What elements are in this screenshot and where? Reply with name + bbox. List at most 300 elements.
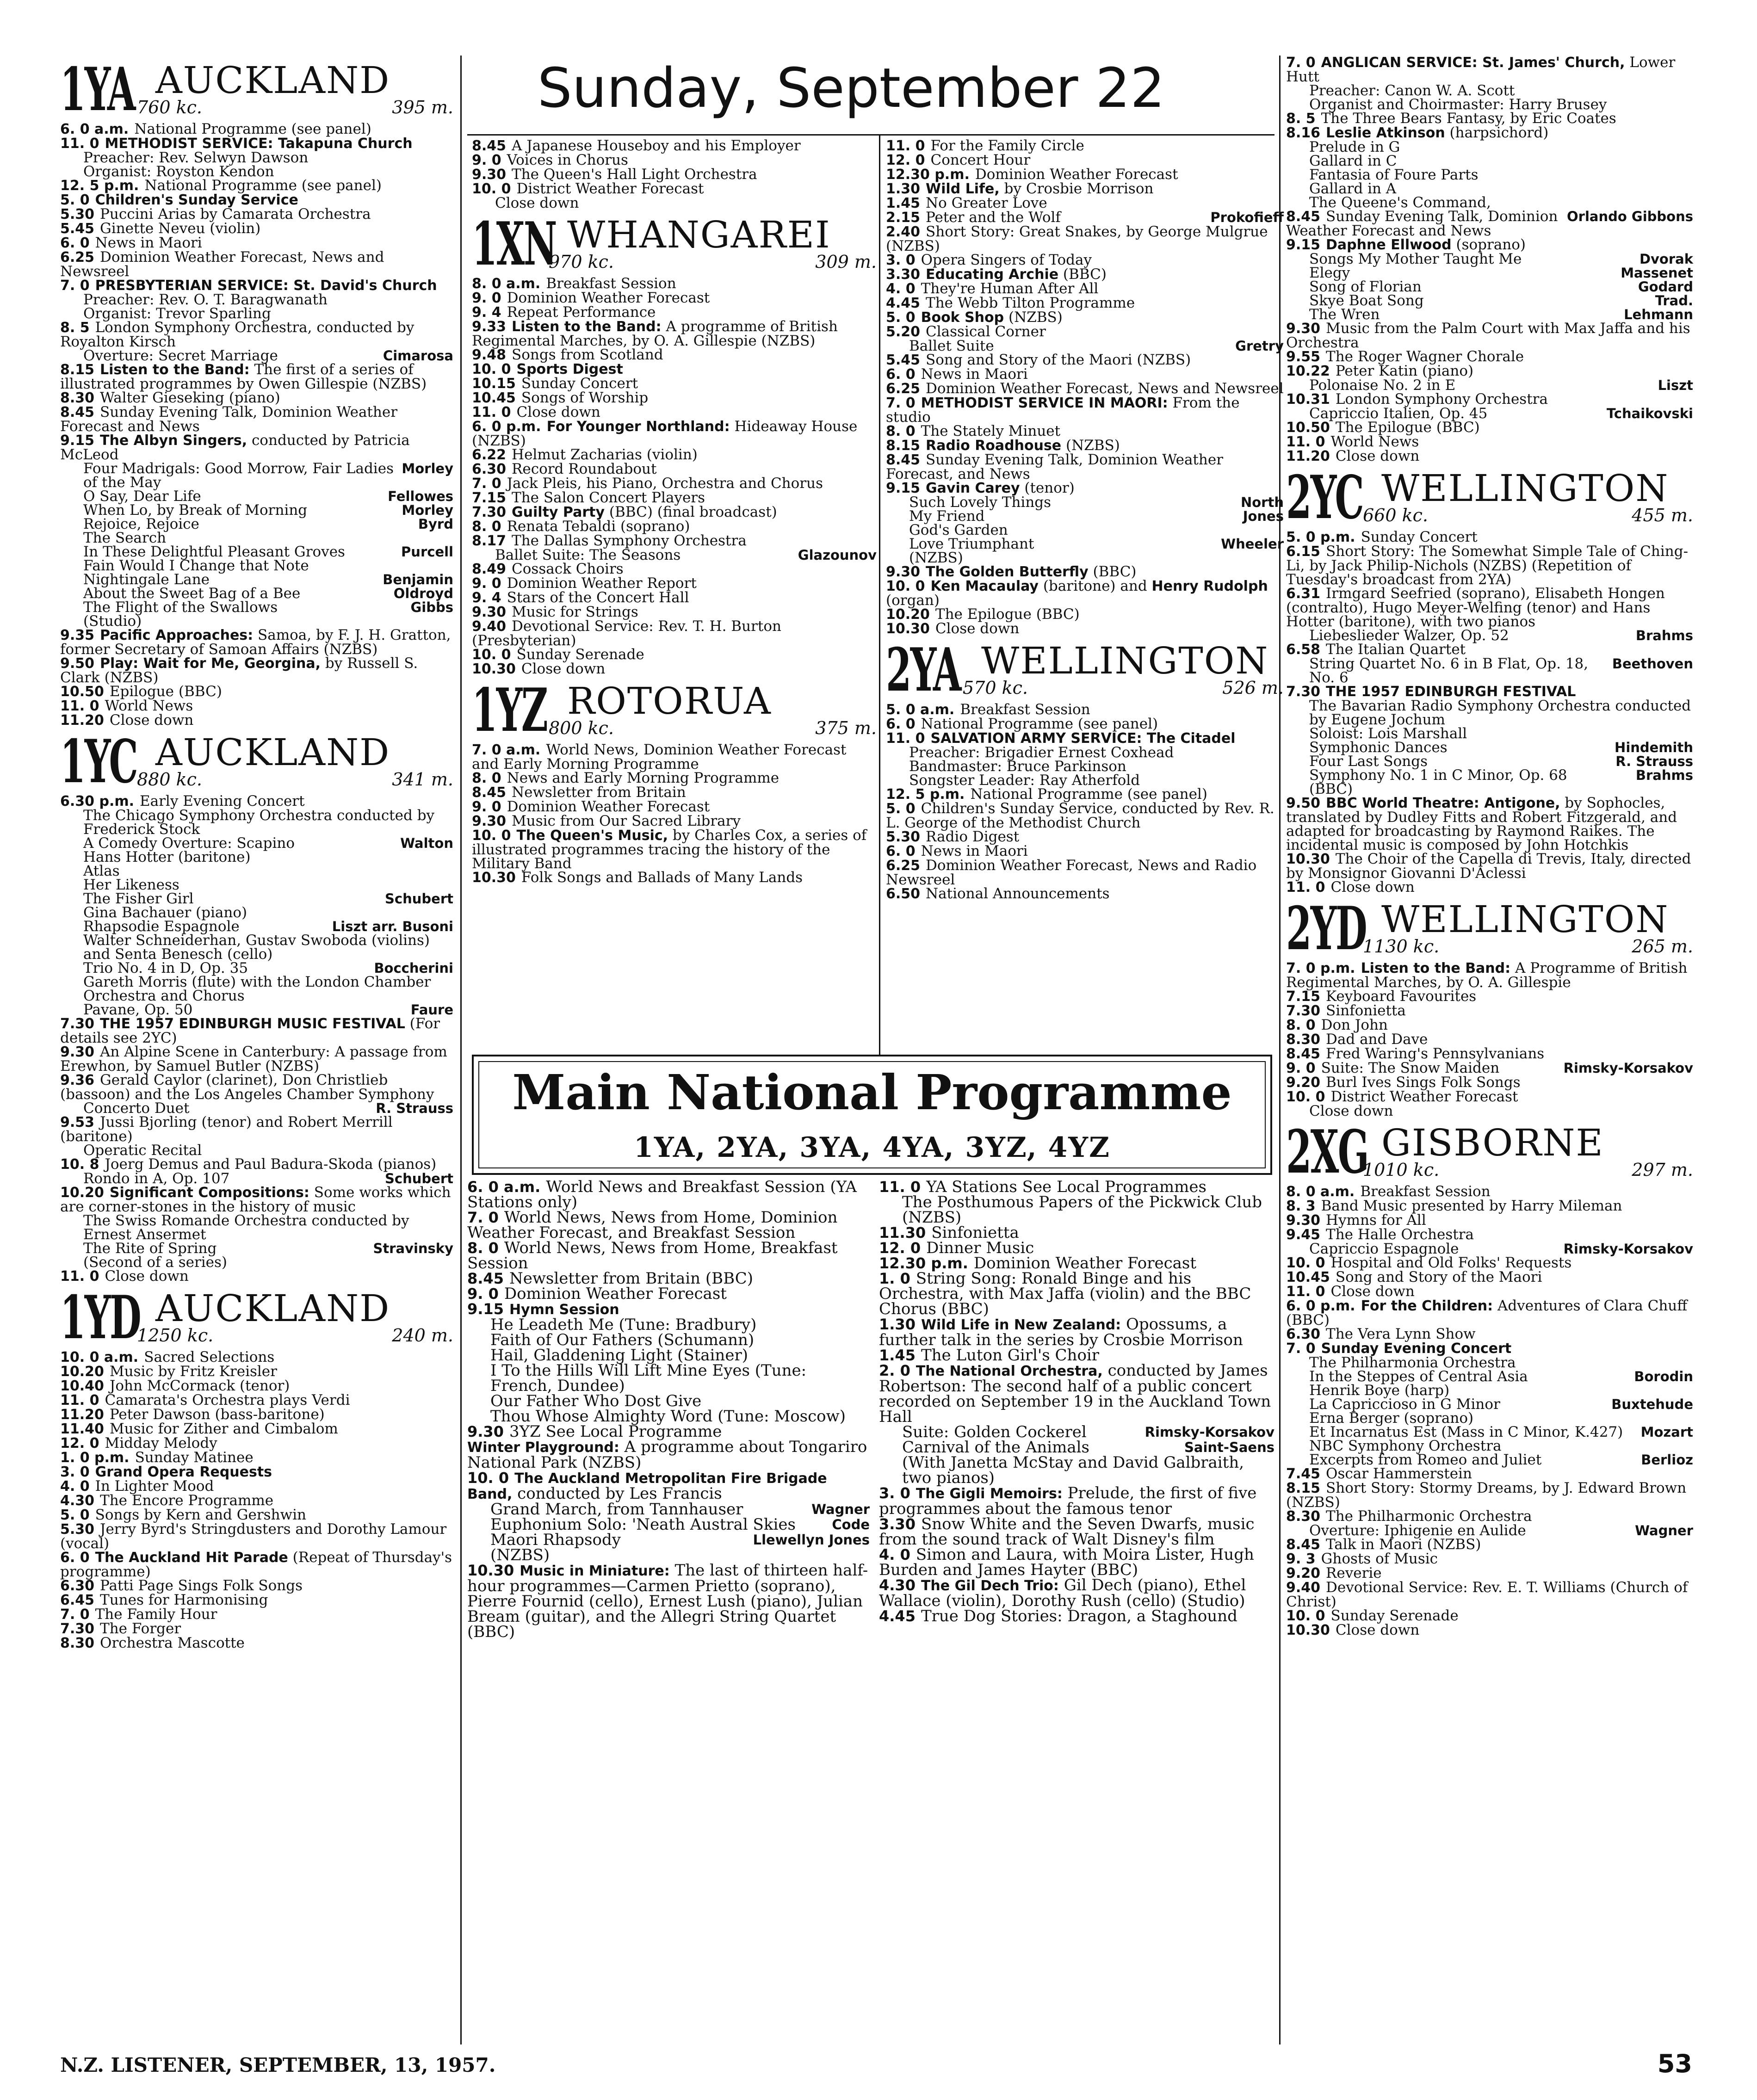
programme-text: (harpsichord): [1445, 124, 1549, 141]
programme-entry: [60, 864, 453, 878]
programme-text: Dominion Weather Forecast: [975, 166, 1178, 183]
composer-name: Mozart: [1640, 1424, 1693, 1440]
time-label: 5.30: [886, 829, 921, 845]
station-callsign: 2YC: [1286, 463, 1363, 532]
time-label: 8. 0: [886, 423, 916, 439]
programme-text: Folk Songs and Ballads of Many Lands: [521, 869, 803, 886]
programme-entry: [60, 1622, 453, 1636]
programme-entry: [886, 225, 1284, 253]
programme-text: Jack Pleis, his Piano, Orchestra and Chorus: [507, 475, 823, 492]
programme-entry: [1286, 1047, 1693, 1061]
programme-entry: [60, 278, 453, 293]
programme-text: Ginette Neveu (violin): [100, 220, 261, 237]
programme-entry: [472, 153, 877, 167]
programme-highlight: BBC World Theatre: Antigone,: [1326, 795, 1560, 811]
programme-text: Sunday Concert: [521, 375, 638, 392]
programme-text: Epilogue (BBC): [109, 683, 222, 700]
programme-text: Nightingale Lane: [83, 571, 210, 588]
station-city: GISBORNE: [1381, 1121, 1604, 1164]
time-label: 8.15: [1286, 1480, 1321, 1496]
composer-name: Gretry: [1235, 338, 1284, 354]
programme-entry: [1286, 741, 1693, 754]
time-label: 10.50: [1286, 420, 1330, 436]
programme-entry: [472, 576, 877, 591]
programme-text: Song and Story of the Maori (NZBS): [926, 352, 1191, 368]
column-4: [1286, 54, 1696, 1638]
programme-entry: [472, 771, 877, 785]
time-label: 11. 0: [879, 1178, 921, 1196]
programme-text: Songs My Mother Taught Me: [1309, 251, 1522, 267]
time-label: 7. 0 p.m.: [1286, 960, 1355, 976]
programme-text: The Luton Girl's Choir: [921, 1346, 1100, 1365]
programme-highlight: Sports Digest: [516, 361, 623, 377]
programme-entry: [472, 505, 877, 519]
time-label: 11.30: [879, 1224, 926, 1241]
programme-text: (organ): [886, 578, 1273, 609]
time-label: 10.20: [886, 606, 930, 623]
programme-text: Preacher: Canon W. A. Scott: [1309, 82, 1515, 99]
time-label: 8.30: [60, 390, 95, 406]
time-label: 11. 0: [1286, 1284, 1325, 1300]
station-callsign: 1XN: [472, 210, 556, 279]
programme-entry: [886, 267, 1284, 282]
time-label: 1. 0 p.m.: [60, 1450, 130, 1466]
programme-text: Prelude, the first of five programmes about the famous tenor: [879, 1484, 1262, 1518]
programme-entry: [60, 1157, 453, 1172]
programme-entry: [1286, 1609, 1693, 1623]
programme-highlight: SALVATION ARMY SERVICE: The Citadel: [930, 730, 1236, 747]
time-label: 9. 0: [472, 799, 501, 815]
programme-text: Overture: Secret Marriage: [83, 347, 278, 364]
programme-text: An Alpine Scene in Canterbury: A passage from Erewhon, by Samuel Butler (NZBS): [60, 1044, 452, 1075]
programme-text: Peter and the Wolf: [926, 209, 1061, 226]
time-label: 6. 0: [60, 1550, 90, 1566]
station-heading: [1286, 1118, 1693, 1187]
time-label: 4. 0: [886, 281, 916, 297]
time-label: 11. 0: [60, 698, 99, 714]
programme-text: Devotional Service: Rev. E. T. Williams (Church of Christ): [1286, 1579, 1693, 1610]
programme-text: Dominion Weather Forecast: [507, 798, 710, 815]
time-label: 8.45: [472, 784, 507, 801]
programme-text: Music from Our Sacred Library: [512, 813, 741, 829]
time-label: 9.50: [60, 655, 95, 672]
programme-entry: [60, 1451, 453, 1465]
composer-name: Saint-Saens: [1184, 1439, 1274, 1455]
programme-entry: [1286, 98, 1693, 111]
time-label: 6. 0: [60, 235, 90, 251]
programme-highlight: The Queen's Music,: [516, 828, 668, 844]
programme-text: Irmgard Seefried (soprano), Elisabeth Hongen (contralto), Hugo Meyer-Welfing (tenor) and Hans Hotter (baritone), with two pianos: [1286, 585, 1670, 630]
time-label: 5. 0: [886, 309, 916, 326]
programme-entry: [879, 1363, 1274, 1425]
programme-entry: [60, 906, 453, 920]
programme-entry: [472, 619, 877, 648]
programme-entry: [60, 1393, 453, 1408]
time-label: 7. 0: [60, 278, 90, 294]
programme-text: Suite: The Snow Maiden: [1321, 1060, 1500, 1076]
programme-text: Overture: Iphigenie en Aulide: [1309, 1522, 1526, 1539]
composer-name: Rimsky-Korsakov: [1563, 1060, 1693, 1076]
programme-entry: [1286, 796, 1693, 852]
programme-entry: [60, 1214, 453, 1241]
programme-text: conducted by Les Francis: [512, 1484, 722, 1503]
programme-text: The Three Bears Fantasy, by Eric Coates: [1321, 110, 1616, 127]
programme-text: Our Father Who Dost Give: [490, 1392, 702, 1410]
programme-entry: [1286, 1075, 1693, 1090]
programme-entry: [1286, 1384, 1693, 1397]
programme-entry: [886, 523, 1284, 537]
column-2: [472, 139, 877, 885]
time-label: 10.15: [472, 376, 516, 392]
programme-text: My Friend: [909, 508, 985, 525]
station-city: WHANGAREI: [567, 213, 831, 256]
page-title: Sunday, September 22: [537, 56, 1165, 120]
programme-entry: [1286, 1453, 1693, 1467]
composer-name: Code: [832, 1517, 870, 1532]
programme-entry: [886, 182, 1284, 196]
time-label: 8.45: [1286, 1046, 1321, 1062]
programme-text: Prelude in G: [1309, 139, 1400, 155]
time-label: 8.17: [472, 533, 507, 549]
programme-text: Music for Zither and Cimbalom: [109, 1421, 338, 1437]
time-label: 7.30: [472, 504, 507, 520]
time-label: 8.45: [886, 452, 921, 468]
station-heading: [886, 636, 1284, 705]
programme-entry: [60, 391, 453, 405]
programme-entry: [879, 1609, 1274, 1624]
programme-entry: [886, 196, 1284, 210]
programme-text: Four Last Songs: [1309, 753, 1428, 770]
composer-name: Rimsky-Korsakov: [1563, 1241, 1693, 1257]
time-label: 5. 0: [60, 1507, 90, 1523]
programme-entry: [879, 1455, 1274, 1486]
programme-entry: [1286, 238, 1693, 252]
station-heading: [60, 727, 453, 797]
time-label: 12. 0: [879, 1239, 921, 1257]
programme-entry: [1286, 1299, 1693, 1327]
programme-text: Breakfast Session: [960, 701, 1090, 718]
programme-highlight: Wild Life,: [926, 181, 1000, 197]
composer-name: Tchaikovski: [1606, 406, 1693, 421]
programme-text: Breakfast Session: [546, 275, 676, 292]
programme-entry: [467, 1210, 870, 1241]
programme-entry: [886, 296, 1284, 310]
programme-text: Gallard in C: [1309, 153, 1397, 169]
programme-text: Dominion Weather Forecast: [973, 1254, 1197, 1272]
programme-text: National Programme (see panel): [921, 716, 1158, 732]
station-heading: [1286, 463, 1693, 532]
panel-inner-border: [478, 1061, 1266, 1168]
programme-entry: [886, 310, 1284, 325]
time-label: 10.30: [1286, 851, 1330, 867]
programme-text: The Salon Concert Players: [512, 489, 705, 506]
main-national-panel: [472, 1055, 1272, 1175]
programme-text: (BBC): [1309, 781, 1353, 797]
programme-entry: [467, 1286, 870, 1302]
programme-entry: [472, 743, 877, 771]
programme-text: Concerto Duet: [83, 1100, 190, 1117]
programme-text: YA Stations See Local Programmes: [926, 1178, 1206, 1196]
programme-text: Organist and Choirmaster: Harry Brusey: [1309, 96, 1607, 113]
programme-text: The Encore Programme: [100, 1492, 274, 1509]
time-label: 8. 0 a.m.: [472, 276, 541, 292]
programme-text: by Charles Cox, a series of illustrated programmes tracing the history of the Military Band: [472, 827, 872, 872]
programme-text: Gil Dech (piano), Ethel Wallace (violin), Dorothy Rush (cello) (Studio): [879, 1576, 1251, 1610]
programme-entry: [60, 293, 453, 307]
programme-text: The first of a series of illustrated programmes by Owen Gillespie (NZBS): [60, 361, 427, 392]
station-wavelength: 297 m.: [1632, 1160, 1693, 1180]
programme-entry: [1286, 378, 1693, 392]
programme-entry: [60, 1494, 453, 1508]
station-wavelength: 309 m.: [815, 252, 877, 272]
programme-entry: [886, 495, 1284, 509]
programme-highlight: Gavin Carey: [926, 480, 1020, 496]
programme-entry: [1286, 1256, 1693, 1270]
time-label: 9.40: [1286, 1580, 1321, 1596]
composer-name: Cimarosa: [383, 348, 453, 364]
time-label: 10.31: [1286, 391, 1330, 408]
composer-name: Jones: [1243, 508, 1284, 524]
programme-text: Hymns for All: [1326, 1212, 1426, 1229]
programme-text: (BBC): [1088, 563, 1137, 580]
programme-entry: [1286, 449, 1693, 463]
programme-text: Preacher: Rev. O. T. Baragwanath: [83, 291, 328, 308]
programme-text: (For details see 2YC): [60, 1015, 445, 1046]
programme-highlight: Pacific Approaches:: [100, 627, 254, 643]
programme-entry: [1286, 657, 1693, 685]
time-label: 9. 0: [1286, 1060, 1316, 1076]
station-city: WELLINGTON: [981, 639, 1269, 682]
programme-text: Simon and Laura, with Moira Lister, Hugh Burden and James Hayter (BBC): [879, 1545, 1259, 1579]
programme-entry: [60, 1101, 453, 1115]
time-label: 9.15: [1286, 237, 1321, 253]
programme-text: Helmut Zacharias (violin): [512, 446, 698, 463]
programme-text: Newsletter from Britain: [512, 784, 686, 801]
time-label: 7.30: [60, 1016, 95, 1032]
programme-text: Close down: [935, 620, 1020, 637]
programme-highlight: The Albyn Singers,: [100, 432, 247, 449]
programme-entry: [886, 579, 1284, 607]
station-heading: [60, 1283, 453, 1353]
programme-entry: [1286, 168, 1693, 182]
time-label: 9.30: [1286, 321, 1321, 337]
programme-text: A Comedy Overture: Scapino: [83, 835, 295, 852]
station-heading: [472, 676, 877, 745]
programme-text: I To the Hills Will Lift Mine Eyes (Tune: French, Dundee): [490, 1361, 811, 1395]
programme-text: The Halle Orchestra: [1326, 1226, 1474, 1243]
composer-name: Massenet: [1621, 265, 1693, 281]
programme-text: Ballet Suite: [909, 338, 994, 354]
composer-name: Purcell: [401, 544, 453, 560]
programme-text: London Symphony Orchestra: [1335, 391, 1548, 408]
station-callsign: 1YA: [60, 55, 135, 124]
programme-entry: [60, 489, 453, 503]
time-label: 7. 0: [1286, 55, 1316, 71]
time-label: 9.30: [472, 167, 507, 183]
programme-entry: [60, 933, 453, 961]
time-label: 9.35: [60, 627, 95, 643]
time-label: 8. 0: [1286, 1017, 1316, 1033]
time-label: 12. 0: [60, 1435, 99, 1451]
programme-entry: [472, 491, 877, 505]
composer-name: Godard: [1638, 279, 1693, 295]
composer-name: Stravinsky: [373, 1241, 453, 1256]
programme-text: World News: [105, 698, 193, 714]
time-label: 5.30: [60, 1521, 95, 1538]
programme-entry: [879, 1486, 1274, 1517]
programme-entry: [1286, 420, 1693, 435]
programme-text: The Bavarian Radio Symphony Orchestra conducted by Eugene Jochum: [1309, 698, 1695, 728]
programme-text: Grand March, from Tannhauser: [490, 1500, 743, 1519]
time-label: 11. 0: [886, 138, 925, 154]
programme-entry: [60, 1073, 453, 1101]
programme-text: The Queene's Command,: [1309, 194, 1491, 211]
programme-entry: [60, 503, 453, 517]
station-wavelength: 341 m.: [392, 769, 453, 790]
programme-text: The Chicago Symphony Orchestra conducted by Frederick Stock: [83, 807, 439, 838]
time-label: 3.30: [879, 1515, 916, 1533]
programme-text: The Stately Minuet: [921, 423, 1061, 439]
programme-entry: [1286, 1004, 1693, 1018]
programme-text: The Dallas Symphony Orchestra: [512, 532, 747, 549]
programme-entry: [886, 622, 1284, 636]
programme-entry: [1286, 1018, 1693, 1032]
composer-name: Wheeler: [1221, 536, 1284, 552]
programme-text: Elegy: [1309, 265, 1350, 281]
programme-highlight: The Auckland Hit Parade: [95, 1550, 288, 1566]
programme-entry: [886, 253, 1284, 267]
programme-highlight: THE 1957 EDINBURGH MUSIC FESTIVAL: [100, 1016, 405, 1032]
programme-text: World News, News from Home, Breakfast Session: [467, 1239, 843, 1272]
programme-entry: [60, 656, 453, 685]
programme-text: Close down: [1335, 448, 1420, 464]
time-label: 8.45: [472, 138, 507, 154]
composer-name: Lehmann: [1624, 307, 1693, 322]
time-label: 8.45: [467, 1270, 504, 1287]
programme-text: conducted by Patricia McLeod: [60, 432, 415, 463]
programme-entry: [60, 433, 453, 462]
programme-entry: [886, 167, 1284, 182]
programme-entry: [886, 859, 1284, 887]
programme-text: (NZBS): [909, 550, 963, 566]
programme-text: Patti Page Sings Folk Songs: [100, 1577, 303, 1594]
programme-text: Dinner Music: [926, 1239, 1034, 1257]
time-label: 6.30: [1286, 1326, 1321, 1342]
time-label: 7. 0: [472, 476, 501, 492]
composer-name: Oldroyd: [393, 586, 453, 601]
time-label: 2. 0: [879, 1362, 910, 1379]
programme-text: Music by Fritz Kreisler: [109, 1363, 277, 1380]
station-wavelength: 265 m.: [1632, 936, 1693, 957]
programme-text: The Epilogue (BBC): [1335, 419, 1480, 436]
programme-entry: [1286, 1370, 1693, 1384]
programme-text: The Choir of the Capella di Trevis, Italy, directed by Monsignor Giovanni D'Aclessi: [1286, 851, 1696, 882]
time-label: 11.20: [60, 712, 104, 729]
programme-entry: [886, 537, 1284, 551]
time-label: 1.30: [879, 1316, 916, 1333]
programme-entry: [1286, 84, 1693, 98]
programme-entry: [60, 207, 453, 222]
programme-text: (NZBS): [1004, 309, 1063, 326]
time-label: 5.30: [60, 206, 95, 222]
programme-entry: [1286, 1341, 1693, 1356]
programme-entry: [60, 1579, 453, 1593]
composer-name: Liszt arr. Busoni: [332, 919, 453, 934]
time-label: 8.45: [1286, 1537, 1321, 1553]
programme-entry: [60, 531, 453, 545]
programme-text: Close down: [516, 404, 600, 420]
station-frequency: 880 kc.: [137, 769, 202, 790]
programme-text: Song and Story of the Maori: [1335, 1269, 1542, 1285]
programme-text: (Studio): [83, 613, 142, 630]
programme-text: Band Music presented by Harry Mileman: [1321, 1198, 1622, 1214]
time-label: 10.40: [60, 1378, 104, 1394]
composer-name: Borodin: [1634, 1369, 1693, 1384]
programme-text: World News, News from Home, Dominion Weather Forecast, and Breakfast Session: [467, 1208, 843, 1242]
time-label: 10.30: [472, 870, 516, 886]
programme-highlight: Sunday Evening Concert: [1321, 1340, 1512, 1357]
programme-text: Songs by Kern and Gershwin: [95, 1507, 306, 1523]
programme-highlight: Educating Archie: [926, 266, 1059, 283]
programme-text: Joerg Demus and Paul Badura-Skoda (pianos): [105, 1156, 437, 1173]
time-label: 8.16: [1286, 125, 1321, 141]
programme-text: Dad and Dave: [1326, 1031, 1428, 1048]
programme-entry: [60, 587, 453, 600]
programme-highlight: Listen to the Band:: [512, 319, 662, 335]
composer-name: Orlando Gibbons: [1567, 209, 1693, 224]
station-heading: [60, 55, 453, 124]
time-label: 6.25: [886, 858, 921, 874]
time-label: 7.30: [1286, 684, 1321, 700]
programme-text: Close down: [1330, 879, 1415, 896]
time-label: 6.25: [60, 249, 95, 266]
programme-text: The Philharmonia Orchestra: [1309, 1354, 1516, 1371]
programme-highlight: The Golden Butterfly: [926, 564, 1089, 580]
time-label: 6. 0: [886, 843, 916, 859]
programme-entry: [60, 363, 453, 391]
time-label: 6. 0 a.m.: [467, 1178, 541, 1196]
composer-name: Walton: [400, 835, 453, 851]
composer-name: Hindemith: [1615, 740, 1693, 755]
programme-text: The Italian Quartet: [1326, 641, 1466, 658]
programme-text: Walter Schneiderhan, Gustav Swoboda (violins) and Senta Benesch (cello): [83, 932, 434, 963]
programme-text: District Weather Forecast: [516, 180, 704, 197]
programme-text: The Wren: [1309, 306, 1380, 323]
programme-text: Snow White and the Seven Dwarfs, music from the sound track of Walt Disney's film: [879, 1515, 1260, 1549]
programme-entry: [60, 405, 453, 433]
programme-text: A Programme of British Regimental Marches, by O. A. Gillespie: [1286, 960, 1692, 991]
time-label: 6.22: [472, 447, 507, 463]
main-national-title: Main National Programme: [512, 1064, 1232, 1121]
time-label: 10.30: [886, 621, 930, 637]
time-label: 11.20: [1286, 448, 1330, 464]
main-national-right: [879, 1180, 1274, 1624]
programme-text: Thou Whose Almighty Word (Tune: Moscow): [490, 1407, 846, 1426]
programme-entry: [1286, 961, 1693, 989]
programme-text: Four Madrigals: Good Morrow, Fair Ladies of the May: [83, 460, 398, 491]
programme-text: Hideaway House (NZBS): [472, 418, 862, 449]
time-label: 9.33: [472, 319, 507, 335]
programme-entry: [1286, 1481, 1693, 1509]
time-label: 9. 4: [472, 304, 501, 321]
time-label: 7.30: [60, 1621, 95, 1637]
programme-text: London Symphony Orchestra, conducted by Royalton Kirsch: [60, 319, 419, 350]
composer-name: Llewellyn Jones: [753, 1532, 870, 1548]
station-wavelength: 526 m.: [1222, 678, 1284, 698]
programme-highlight: Winter Playground:: [467, 1439, 619, 1456]
programme-text: A programme of British Regimental Marches, by O. A. Gillespie (NZBS): [472, 318, 842, 349]
time-label: 5.45: [886, 352, 921, 368]
